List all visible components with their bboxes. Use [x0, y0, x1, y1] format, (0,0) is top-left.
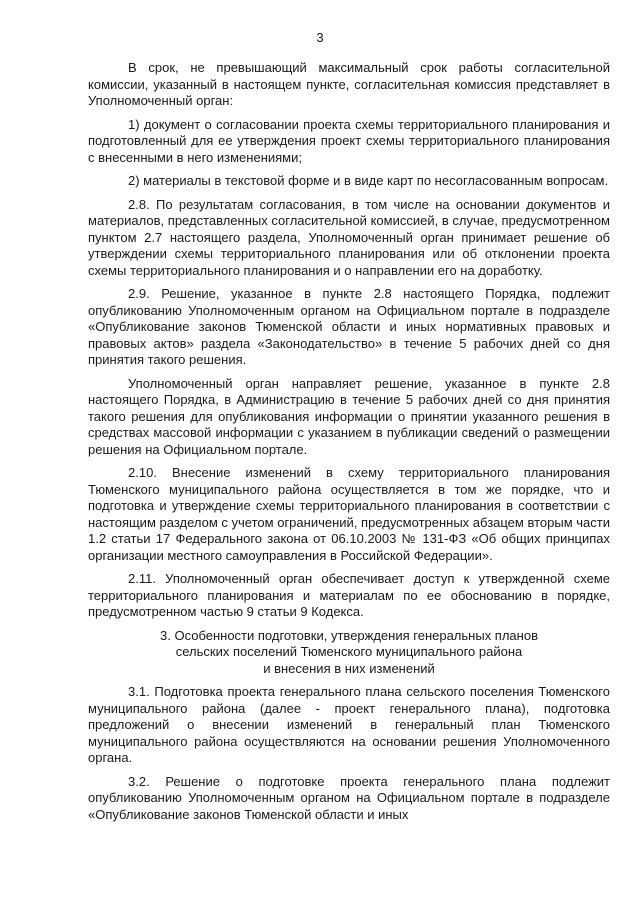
- paragraph: 2.9. Решение, указанное в пункте 2.8 настоящего Порядка, подлежит опубликованию Уполномоченным органом на Официальном портале в подразделе «Опубликование законов Тюменской области и иных нормативных правовых и правовых актов» раздела «Законодательство» в течение 5 рабочих дней со дня принятия такого решения.: [88, 286, 610, 367]
- section-heading: [88, 628, 610, 678]
- paragraph: 1) документ о согласовании проекта схемы территориального планирования и подготовленный для ее утверждения проект схемы территориального планирования с внесенными в него изменениями;: [88, 116, 610, 165]
- section-heading-line: сельских поселений Тюменского муниципального района: [175, 644, 523, 659]
- paragraph: 2) материалы в текстовой форме и в виде карт по несогласованным вопросам.: [128, 173, 609, 188]
- document-body: [88, 60, 610, 830]
- paragraph: 2.10. Внесение изменений в схему территориального планирования Тюменского муниципального района осуществляется в том же порядке, что и подготовка и утверждение схемы территориального планирования в соответствии с настоящим разделом с учетом ограничений, предусмотренных абзацем вторым части 1.2 статьи 17 Федерального закона от 06.10.2003 № 131-ФЗ «Об общих принципах организации местного самоуправления в Российской Федерации».: [88, 465, 610, 563]
- paragraph: Уполномоченный орган направляет решение, указанное в пункте 2.8 настоящего Порядка, в Администрацию в течение 5 рабочих дней со дня принятия такого решения для опубликования информации о принятии указанного решения в средствах массовой информации с указанием в публикации сведений о размещении решения на Официальном портале.: [88, 375, 610, 457]
- paragraph: 3.1. Подготовка проекта генерального плана сельского поселения Тюменского муниципального района (далее - проект генерального плана), подготовка предложений о внесении изменений в генеральный план Тюменского муниципального района осуществляются на основании решения Уполномоченного органа.: [88, 684, 610, 765]
- paragraph: 2.11. Уполномоченный орган обеспечивает доступ к утвержденной схеме территориального планирования и материалам по ее обоснованию в порядке, предусмотренном частью 9 статьи 9 Кодекса.: [88, 571, 610, 619]
- paragraph: 3.2. Решение о подготовке проекта генерального плана подлежит опубликованию Уполномоченным органом на Официальном портале в подразделе «Опубликование законов Тюменской области и иных: [88, 773, 610, 822]
- paragraph: В срок, не превышающий максимальный срок работы согласительной комиссии, указанный в настоящем пункте, согласительная комиссия представляет в Уполномоченный орган:: [88, 60, 610, 108]
- section-heading-line: и внесения в них изменений: [263, 660, 435, 676]
- section-heading-line: 3. Особенности подготовки, утверждения генеральных планов: [160, 627, 538, 643]
- page-number: 3: [316, 30, 324, 45]
- paragraph: 2.8. По результатам согласования, в том числе на основании документов и материалов, представленных согласительной комиссией, в случае, предусмотренном пунктом 2.7 настоящего раздела, Уполномоченный орган принимает решение об утверждении схемы территориального планирования или об отклонении проекта схемы территориального планирования и о направлении его на доработку.: [88, 196, 610, 278]
